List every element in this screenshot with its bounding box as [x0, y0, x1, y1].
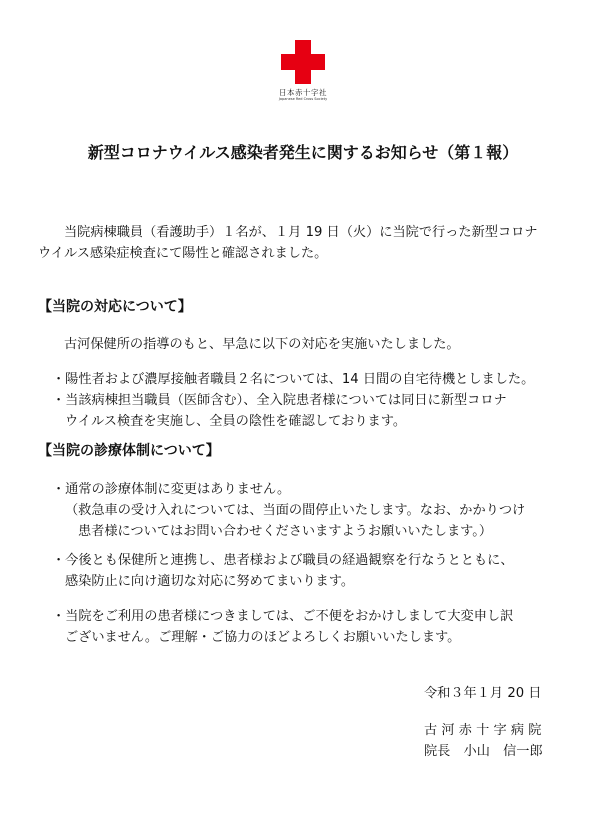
- intro-line-2: ウイルス感染症検査にて陽性と確認されました。: [38, 246, 328, 261]
- bullet-text: （救急車の受け入れについては、当面の間停止いたします。なお、かかりつけ: [65, 503, 526, 518]
- director-name: 院長 小山 信一郎: [424, 744, 543, 759]
- bullet-text: ウイルス検査を実施し、全員の陰性を確認しております。: [65, 414, 407, 429]
- section-heading-care-system: 【当院の診療体制について】: [38, 443, 220, 459]
- bullet-text: ・当院をご利用の患者様につきましては、ご不便をおかけしまして大変申し訳: [52, 609, 514, 624]
- page-title: 新型コロナウイルス感染者発生に関するお知らせ（第１報）: [87, 143, 519, 162]
- intro-line-1: 当院病棟職員（看護助手）１名が、１月 19 日（火）に当院で行った新型コロナ: [64, 225, 538, 240]
- section-heading-response: 【当院の対応について】: [38, 299, 192, 315]
- red-cross-icon: [281, 40, 325, 84]
- logo-name-en: Japanese Red Cross Society: [278, 97, 328, 101]
- bullet-text: 患者様についてはお問い合わせくださいますようお願いいたします。）: [78, 524, 493, 539]
- section2-bullet-3: [52, 606, 513, 648]
- section1-lead: 古河保健所の指導のもと、早急に以下の対応を実施いたしました。: [64, 337, 460, 352]
- section2-bullet-1: [52, 479, 525, 542]
- logo-name-jp: 日本赤十字社: [279, 88, 327, 97]
- bullet-text: ・通常の診療体制に変更はありません。: [52, 482, 291, 497]
- notice-date: 令和３年１月 20 日: [424, 686, 542, 701]
- hospital-name: 古 河 赤 十 字 病 院: [424, 723, 542, 738]
- section2-bullet-2: [52, 550, 514, 592]
- section1-bullet-2: [52, 390, 507, 432]
- bullet-text: ・陽性者および濃厚接触者職員２名については、14 日間の自宅待機としました。: [52, 372, 535, 387]
- bullet-text: ・今後とも保健所と連携し、患者様および職員の経過観察を行なうとともに、: [52, 553, 514, 568]
- bullet-text: 感染防止に向け適切な対応に努めてまいります。: [65, 574, 355, 589]
- bullet-text: ございません。ご理解・ご協力のほどよろしくお願いいたします。: [65, 630, 461, 645]
- bullet-text: ・当該病棟担当職員（医師含む）、全入院患者様については同日に新型コロナ: [52, 393, 507, 408]
- section1-bullet-1: [52, 369, 534, 390]
- red-cross-logo: [0, 40, 606, 101]
